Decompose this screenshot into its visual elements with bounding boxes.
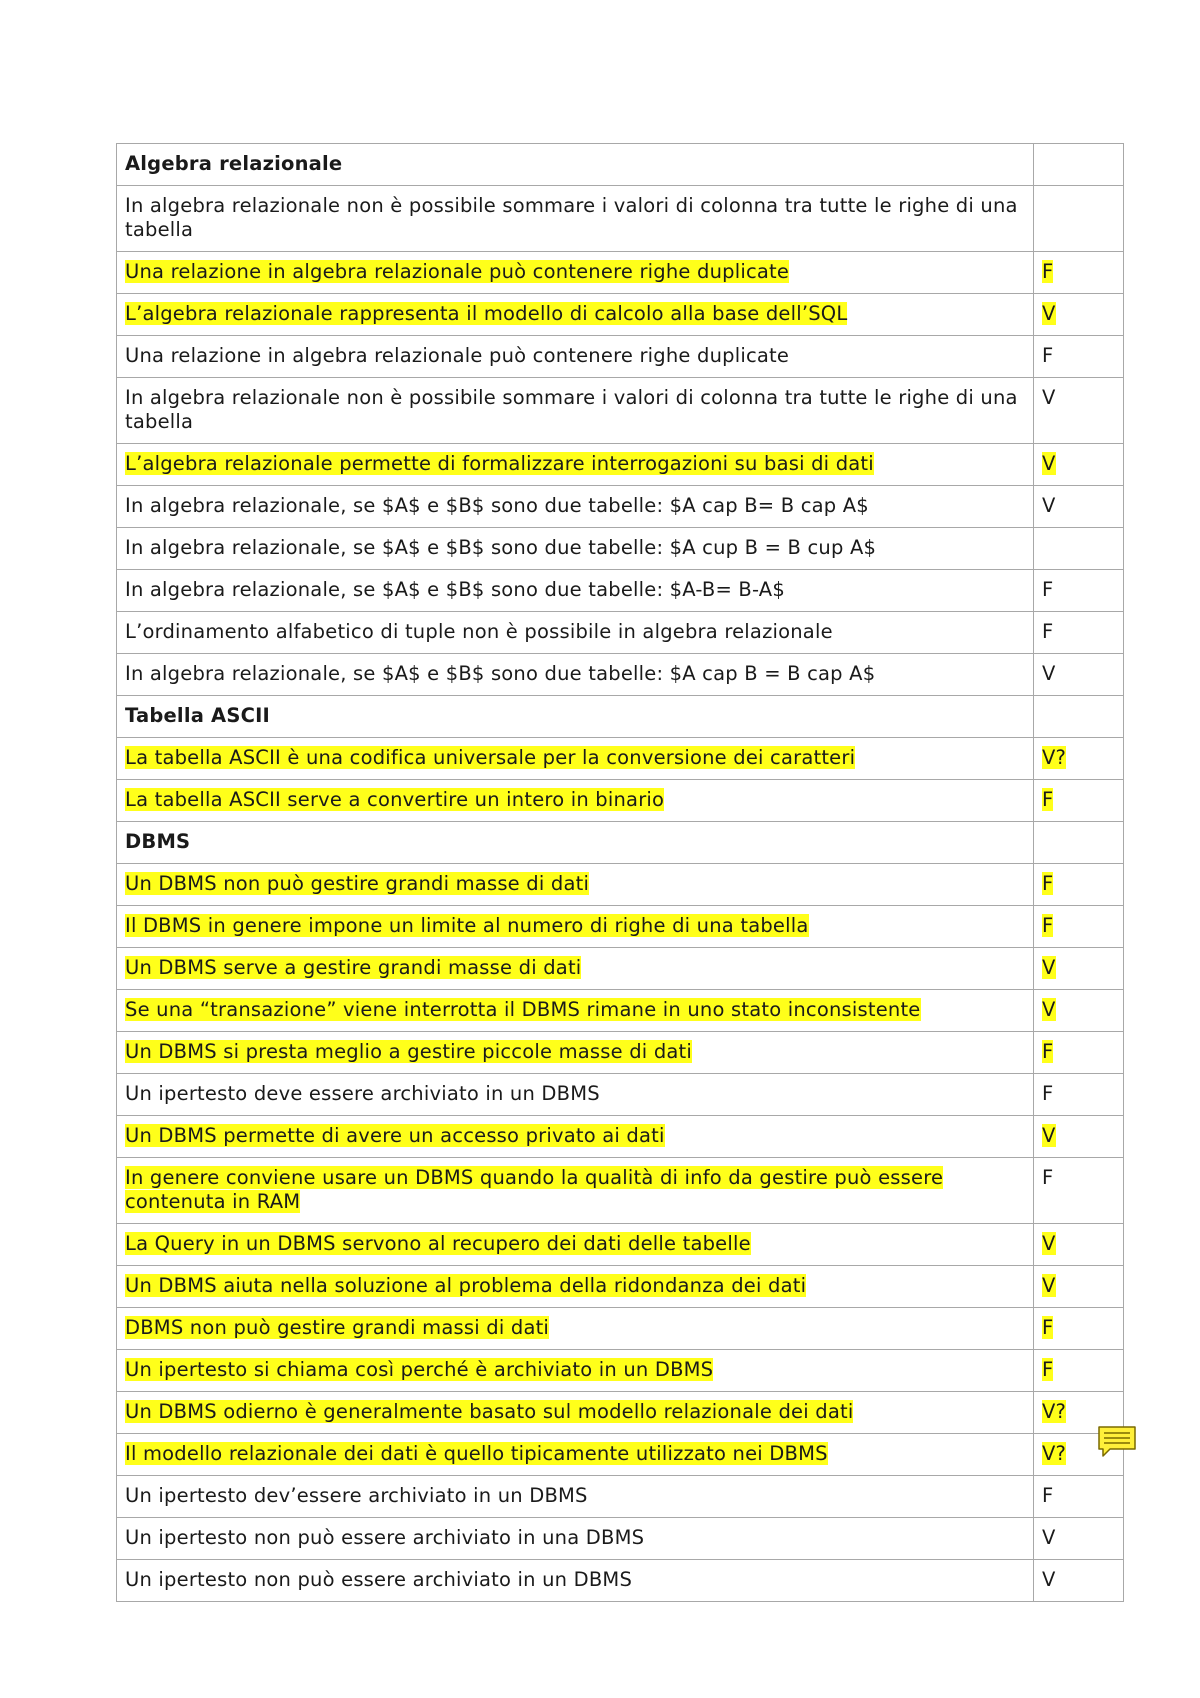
table-row [117, 1392, 1124, 1434]
answer-cell [1034, 378, 1124, 444]
section-title: Tabella ASCII [117, 696, 1034, 738]
question-cell [117, 906, 1034, 948]
question-cell [117, 1266, 1034, 1308]
question-text: Un DBMS aiuta nella soluzione al problema della ridondanza dei dati [125, 1274, 807, 1297]
question-cell [117, 1074, 1034, 1116]
table-row [117, 1434, 1124, 1476]
answer-cell [1034, 336, 1124, 378]
question-cell [117, 612, 1034, 654]
table-row [117, 294, 1124, 336]
table-row [117, 336, 1124, 378]
question-text: Un DBMS si presta meglio a gestire piccole masse di dati [125, 1040, 693, 1063]
answer-cell [1034, 990, 1124, 1032]
answer-text: F [1042, 914, 1054, 937]
answer-cell [1034, 612, 1124, 654]
section-title: Algebra relazionale [117, 144, 1034, 186]
question-cell [117, 1392, 1034, 1434]
answer-text: V [1042, 386, 1056, 409]
table-row [117, 444, 1124, 486]
answer-cell [1034, 864, 1124, 906]
table-row [117, 1266, 1124, 1308]
question-cell [117, 294, 1034, 336]
answer-text: F [1042, 1082, 1054, 1105]
answer-text: F [1042, 344, 1054, 367]
table-row [117, 864, 1124, 906]
question-text: In algebra relazionale, se $A$ e $B$ sono due tabelle: $A cap B = B cap A$ [125, 662, 876, 685]
question-text: In genere conviene usare un DBMS quando la qualità di info da gestire può essere contenuta in RAM [125, 1166, 944, 1213]
question-text: In algebra relazionale, se $A$ e $B$ sono due tabelle: $A cap B= B cap A$ [125, 494, 869, 517]
question-cell [117, 1518, 1034, 1560]
question-text: L’algebra relazionale rappresenta il modello di calcolo alla base dell’SQL [125, 302, 848, 325]
answer-text: V? [1042, 1400, 1067, 1423]
question-cell [117, 654, 1034, 696]
question-text: Il modello relazionale dei dati è quello tipicamente utilizzato nei DBMS [125, 1442, 828, 1465]
question-text: L’ordinamento alfabetico di tuple non è possibile in algebra relazionale [125, 620, 833, 643]
question-text: In algebra relazionale, se $A$ e $B$ sono due tabelle: $A cup B = B cup A$ [125, 536, 877, 559]
table-row [117, 1224, 1124, 1266]
table-row [117, 654, 1124, 696]
question-text: Un ipertesto deve essere archiviato in un DBMS [125, 1082, 600, 1105]
section-header-row [117, 144, 1124, 186]
question-cell [117, 186, 1034, 252]
question-text: La Query in un DBMS servono al recupero dei dati delle tabelle [125, 1232, 751, 1255]
answer-text: V [1042, 1124, 1056, 1147]
table-row [117, 378, 1124, 444]
answer-cell [1034, 294, 1124, 336]
question-text: Un DBMS non può gestire grandi masse di dati [125, 872, 590, 895]
question-text: Un ipertesto non può essere archiviato in una DBMS [125, 1526, 645, 1549]
question-cell [117, 528, 1034, 570]
answer-cell [1034, 1158, 1124, 1224]
table-row [117, 780, 1124, 822]
table-row [117, 186, 1124, 252]
table-row [117, 1560, 1124, 1602]
question-cell [117, 738, 1034, 780]
answer-cell [1034, 780, 1124, 822]
question-text: Una relazione in algebra relazionale può contenere righe duplicate [125, 344, 790, 367]
answer-cell [1034, 1518, 1124, 1560]
quiz-table-body [117, 144, 1124, 1602]
answer-cell [1034, 444, 1124, 486]
comment-icon[interactable] [1097, 1425, 1137, 1459]
answer-text: V [1042, 452, 1056, 475]
question-cell [117, 1158, 1034, 1224]
answer-cell [1034, 570, 1124, 612]
answer-text: V [1042, 494, 1056, 517]
question-text: Un DBMS permette di avere un accesso privato ai dati [125, 1124, 665, 1147]
question-cell [117, 378, 1034, 444]
answer-cell [1034, 654, 1124, 696]
question-text: In algebra relazionale non è possibile sommare i valori di colonna tra tutte le righe di una tabella [125, 194, 1018, 241]
section-header-row [117, 696, 1124, 738]
answer-cell [1034, 1074, 1124, 1116]
question-cell [117, 1434, 1034, 1476]
answer-text: V [1042, 302, 1056, 325]
answer-cell [1034, 528, 1124, 570]
table-row [117, 1350, 1124, 1392]
answer-cell [1034, 252, 1124, 294]
section-answer-cell [1034, 696, 1124, 738]
table-row [117, 1032, 1124, 1074]
table-row [117, 1476, 1124, 1518]
table-row [117, 1158, 1124, 1224]
table-row [117, 570, 1124, 612]
question-cell [117, 990, 1034, 1032]
section-answer-cell [1034, 144, 1124, 186]
answer-text: V [1042, 1232, 1056, 1255]
answer-cell [1034, 738, 1124, 780]
answer-text: V [1042, 1526, 1056, 1549]
section-header-row [117, 822, 1124, 864]
question-text: La tabella ASCII serve a convertire un intero in binario [125, 788, 665, 811]
question-cell [117, 1116, 1034, 1158]
question-cell [117, 1308, 1034, 1350]
answer-text: V [1042, 662, 1056, 685]
answer-text: V [1042, 1274, 1056, 1297]
question-text: L’algebra relazionale permette di formalizzare interrogazioni su basi di dati [125, 452, 874, 475]
table-row [117, 738, 1124, 780]
answer-cell [1034, 1350, 1124, 1392]
question-cell [117, 864, 1034, 906]
answer-text: F [1042, 578, 1054, 601]
answer-text: F [1042, 788, 1054, 811]
answer-text: F [1042, 872, 1054, 895]
question-cell [117, 1350, 1034, 1392]
answer-cell [1034, 1032, 1124, 1074]
table-row [117, 1116, 1124, 1158]
answer-text: F [1042, 1484, 1054, 1507]
table-row [117, 252, 1124, 294]
answer-text: V [1042, 998, 1056, 1021]
question-cell [117, 336, 1034, 378]
section-answer-cell [1034, 822, 1124, 864]
section-title: DBMS [117, 822, 1034, 864]
answer-text: V? [1042, 746, 1067, 769]
table-row [117, 486, 1124, 528]
question-cell [117, 444, 1034, 486]
comment-icon-graphic [1097, 1425, 1137, 1459]
question-text: Il DBMS in genere impone un limite al numero di righe di una tabella [125, 914, 809, 937]
table-row [117, 612, 1124, 654]
table-row [117, 1518, 1124, 1560]
answer-text: F [1042, 620, 1054, 643]
table-row [117, 1074, 1124, 1116]
question-cell [117, 1560, 1034, 1602]
answer-cell [1034, 1308, 1124, 1350]
answer-cell [1034, 1116, 1124, 1158]
answer-cell [1034, 1224, 1124, 1266]
answer-text: F [1042, 1166, 1054, 1189]
question-cell [117, 486, 1034, 528]
answer-cell [1034, 486, 1124, 528]
question-cell [117, 252, 1034, 294]
question-cell [117, 948, 1034, 990]
answer-cell [1034, 948, 1124, 990]
question-text: DBMS non può gestire grandi massi di dati [125, 1316, 550, 1339]
table-row [117, 906, 1124, 948]
answer-text: V [1042, 956, 1056, 979]
answer-cell [1034, 1266, 1124, 1308]
answer-cell [1034, 1560, 1124, 1602]
table-row [117, 528, 1124, 570]
question-text: Una relazione in algebra relazionale può contenere righe duplicate [125, 260, 790, 283]
question-text: Un ipertesto non può essere archiviato in un DBMS [125, 1568, 633, 1591]
question-text: Un ipertesto si chiama così perché è archiviato in un DBMS [125, 1358, 714, 1381]
question-cell [117, 1224, 1034, 1266]
table-row [117, 990, 1124, 1032]
answer-cell [1034, 1476, 1124, 1518]
question-text: In algebra relazionale, se $A$ e $B$ sono due tabelle: $A-B= B-A$ [125, 578, 785, 601]
question-text: In algebra relazionale non è possibile sommare i valori di colonna tra tutte le righe di una tabella [125, 386, 1018, 433]
question-text: Un DBMS odierno è generalmente basato sul modello relazionale dei dati [125, 1400, 854, 1423]
question-cell [117, 1032, 1034, 1074]
answer-cell [1034, 906, 1124, 948]
answer-text: F [1042, 260, 1054, 283]
answer-text: V [1042, 1568, 1056, 1591]
answer-text: F [1042, 1040, 1054, 1063]
answer-text: V? [1042, 1442, 1067, 1465]
answer-cell [1034, 186, 1124, 252]
question-cell [117, 570, 1034, 612]
question-cell [117, 780, 1034, 822]
answer-text: F [1042, 1358, 1054, 1381]
question-cell [117, 1476, 1034, 1518]
question-text: Un ipertesto dev’essere archiviato in un DBMS [125, 1484, 588, 1507]
quiz-table [116, 143, 1124, 1602]
table-row [117, 1308, 1124, 1350]
answer-text: F [1042, 1316, 1054, 1339]
question-text: Se una “transazione” viene interrotta il DBMS rimane in uno stato inconsistente [125, 998, 921, 1021]
question-text: La tabella ASCII è una codifica universale per la conversione dei caratteri [125, 746, 856, 769]
table-row [117, 948, 1124, 990]
question-text: Un DBMS serve a gestire grandi masse di dati [125, 956, 582, 979]
